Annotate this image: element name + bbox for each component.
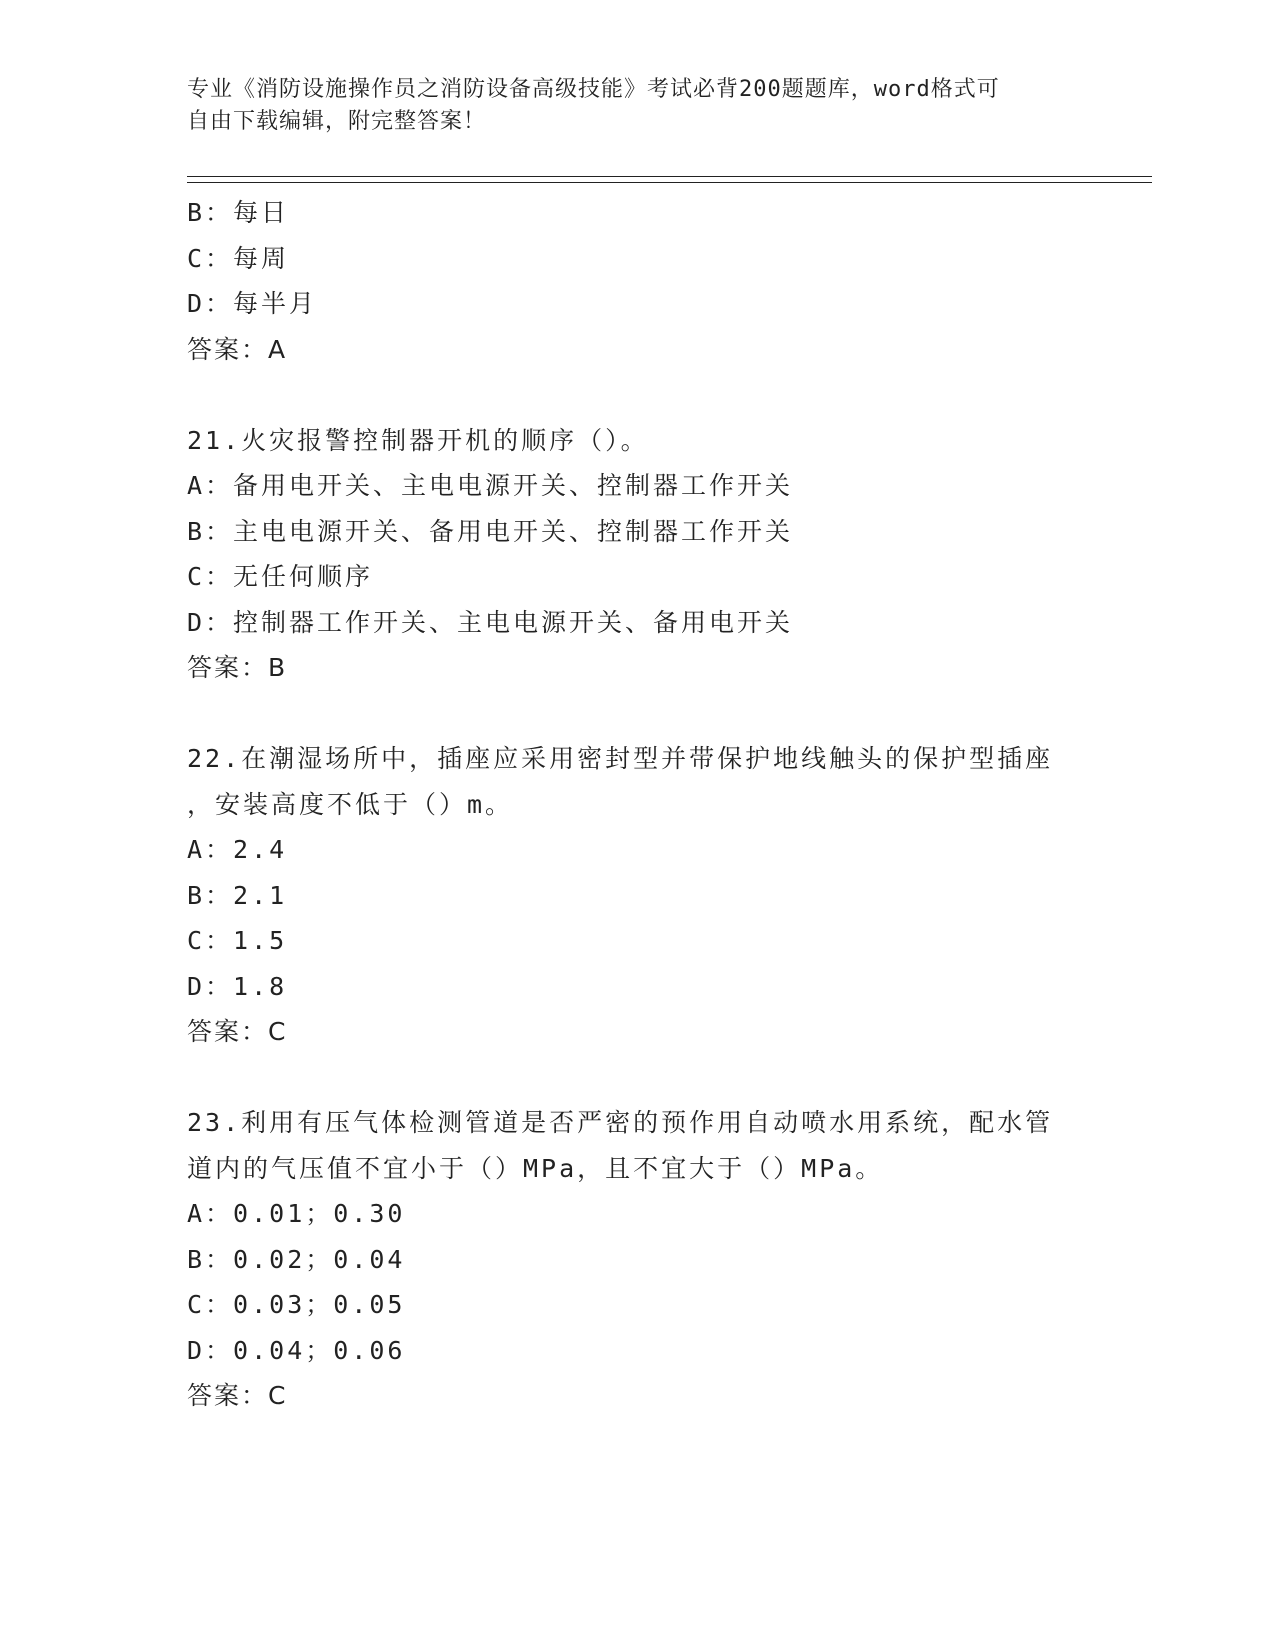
option-d: D：控制器工作开关、主电电源开关、备用电开关 (187, 607, 794, 637)
header-line-1: 专业《消防设施操作员之消防设备高级技能》考试必背200题题库，word格式可 (187, 77, 1000, 102)
option-a: A：备用电开关、主电电源开关、控制器工作开关 (187, 471, 794, 500)
spacer (187, 1055, 1087, 1101)
option-c: C：无任何顺序 (187, 562, 374, 591)
option-b: B：2.1 (187, 880, 288, 910)
option-a: A：0.01；0.30 (187, 1199, 406, 1228)
option-d: D：1.8 (187, 971, 288, 1001)
question-stem: 22.在潮湿场所中，插座应采用密封型并带保护地线触头的保护型插座 (187, 744, 1054, 773)
option-a: A：2.4 (187, 835, 288, 864)
option-b: B：主电电源开关、备用电开关、控制器工作开关 (187, 516, 794, 546)
option-c: C：每周 (187, 243, 290, 273)
question-stem-continued: ，安装高度不低于（）m。 (187, 789, 514, 819)
question-stem-continued: 道内的气压值不宜小于（）MPa，且不宜大于（）MPa。 (187, 1153, 884, 1183)
option-d: D：0.04；0.06 (187, 1335, 406, 1365)
header-rule-top (187, 176, 1152, 177)
option-d: D：每半月 (187, 289, 318, 318)
answer-line: 答案：B (187, 653, 288, 682)
option-c: C：0.03；0.05 (187, 1290, 406, 1319)
question-content (187, 190, 1087, 1419)
header-line-2: 自由下载编辑，附完整答案！ (187, 109, 487, 134)
question-21 (187, 418, 1087, 691)
option-b: B：0.02；0.04 (187, 1244, 406, 1274)
answer-line: 答案：C (187, 1381, 288, 1410)
answer-line: 答案：A (187, 334, 288, 364)
carryover-question (187, 190, 1087, 372)
answer-line: 答案：C (187, 1017, 288, 1046)
question-23 (187, 1100, 1087, 1419)
option-c: C：1.5 (187, 926, 288, 955)
spacer (187, 372, 1087, 418)
header-rule-bottom (187, 182, 1152, 183)
spacer (187, 691, 1087, 737)
question-22 (187, 736, 1087, 1055)
question-stem: 23.利用有压气体检测管道是否严密的预作用自动喷水用系统，配水管 (187, 1108, 1054, 1137)
option-b: B：每日 (187, 198, 290, 227)
document-header (187, 74, 1067, 138)
question-stem: 21.火灾报警控制器开机的顺序（）。 (187, 425, 649, 455)
